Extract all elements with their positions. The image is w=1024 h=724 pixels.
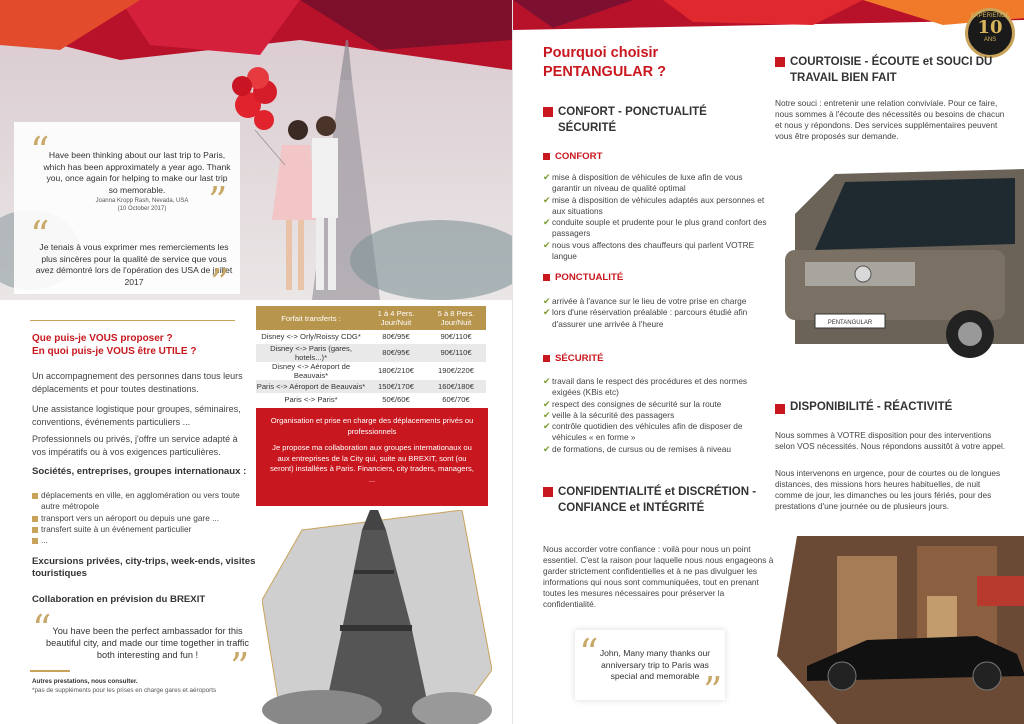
subheading-ponctualite: PONCTUALITÉ xyxy=(543,272,623,283)
table-row: Disney <-> Orly/Roissy CDG* 80€/95€ 90€/110€ xyxy=(256,330,486,344)
ponctualite-list: ✔ arrivée à l'avance sur le lieu de votre prise en charge ✔ lors d'une réservation préalable : parcours étudié afin d'assurer une arrivée à l'heure xyxy=(543,296,748,329)
limousine-photo xyxy=(777,536,1024,724)
collaboration-box xyxy=(256,408,488,506)
testimonial-text: John, Many many thanks our anniversary trip to Paris was special and memorable xyxy=(599,648,711,681)
check-icon: ✔ xyxy=(543,421,551,432)
disponibilite-paragraph: Nous sommes à VOTRE disposition pour des interventions selon VOS nécessités. Nous répondons aussitôt à votre appel. xyxy=(775,430,1006,451)
check-icon: ✔ xyxy=(543,307,551,318)
disponibilite-details: Nous intervenons en urgence, pour de courtes ou de longues distances, des missions hors heures habituelles, de nuit comme de jour, les dimanches ou les jours fériés, pour des prestations d'une journée ou de plusieurs jours. xyxy=(775,468,1001,511)
check-icon: ✔ xyxy=(543,398,551,409)
ambassador-quote: You have been the perfect ambassador for this beautiful city, and made our time together in traffic both interesting and fun ! xyxy=(46,626,249,660)
table-header: Forfait transferts : xyxy=(281,313,341,323)
check-icon: ✔ xyxy=(543,239,551,250)
footer-note: Autres prestations, nous consulter. xyxy=(32,678,138,685)
testimonial-box xyxy=(575,630,725,713)
subheading-confort: CONFORT xyxy=(543,151,602,162)
societes-title: Sociétés, entreprises, groupes internationaux : xyxy=(32,466,247,477)
check-icon: ✔ xyxy=(543,296,551,306)
testimonial-author: Joanna Kropp Rash, Nevada, USA (10 October 2017) xyxy=(95,198,189,212)
assistance-paragraph: Une assistance logistique pour groupes, séminaires, conventions, événements particuliers ... xyxy=(32,404,241,427)
right-page xyxy=(512,0,1024,724)
confort-list: ✔ mise à disposition de véhicules de luxe afin de vous garantir un niveau de qualité optimal ✔ mise à disposition de véhicules adaptés aux personnes et aux situations ✔ conduite souple et prudente pour le plus grand confort des passagers ✔ nous vous affectons des chauffeurs qui parlent VOTRE langue xyxy=(543,172,767,262)
excursions-title: Excursions privées, city-trips, week-ends, visites touristiques xyxy=(32,556,256,579)
close-quote-icon: ” xyxy=(703,669,723,713)
securite-list: ✔ travail dans le respect des procédures et des normes exigées (KBis etc) ✔ respect des consignes de sécurité sur la route ✔ veille à la sécurité des passagers ✔ contrôle quotidien des véhicules afin de disposer de véhicules « en forme » ✔ de formations, de cursus ou de remises à niveau xyxy=(543,376,748,454)
section-heading-courtoisie: COURTOISIE - ÉCOUTE et SOUCI DU TRAVAIL BIEN FAIT xyxy=(775,54,997,86)
testimonial-text: Have been thinking about our last trip to Paris, which has been approximately a year ago. Thank you, once again for helping to make our last trip so memorable. xyxy=(43,150,231,195)
table-header: 1 à 4 Pers. Jour/Nuit xyxy=(377,309,415,327)
section-heading-confort: CONFORT - PONCTUALITÉ SÉCURITÉ xyxy=(543,104,763,136)
check-icon: ✔ xyxy=(543,172,551,182)
page-title: Pourquoi choisir PENTANGULAR ? xyxy=(543,45,666,80)
section-heading-confidentialite: CONFIDENTIALITÉ et DISCRÉTION - CONFIANCE et INTÉGRITÉ xyxy=(543,484,763,516)
open-quote-icon: “ xyxy=(30,213,50,257)
divider xyxy=(30,320,235,321)
testimonial-text-fr: Je tenais à vous exprimer mes remerciements les plus sincères pour la qualité de service que vous avez démontré lors de l'opération des USA de juillet 2017 xyxy=(35,242,233,287)
close-quote-icon: ” xyxy=(230,645,250,689)
brexit-title: Collaboration en prévision du BREXIT xyxy=(32,594,206,605)
open-quote-icon: “ xyxy=(32,607,52,651)
societes-list: déplacements en ville, en agglomération ou vers toute autre métropole transport vers un aéroport ou depuis une gare ... transfert suite à un événement particulier ... xyxy=(32,490,246,546)
intro-paragraph: Un accompagnement des personnes dans tous leurs déplacements et pour toutes destinations. xyxy=(32,371,243,394)
header-graphic xyxy=(513,0,1024,50)
table-row: Paris <-> Paris* 50€/60€ 60€/70€ xyxy=(256,393,486,407)
open-quote-icon: “ xyxy=(30,129,50,173)
confidentialite-paragraph: Nous accorder votre confiance : voilà pour nous un point essentiel. C'est la raison pour laquelle nous nous engageons à garder strictement confidentielles et à ne pas divulguer les informations qui nous sont communiquées, tout en prenant toutes les mesures nécessaires pour préserver la confidentialité. xyxy=(543,544,774,609)
check-icon: ✔ xyxy=(543,443,551,454)
courtoisie-paragraph: Notre souci : entretenir une relation conviviale. Pour ce faire, nous sommes à l'écoute des nécessités ou besoins de chacun et nous y répondons. Des services supplémentaires peuvent vous être proposés sur demande. xyxy=(775,98,1005,141)
table-header-row xyxy=(256,306,486,330)
collaboration-text: Organisation et prise en charge des déplacements privés ou professionnels xyxy=(270,416,474,436)
check-icon: ✔ xyxy=(543,194,551,205)
table-header: 5 à 8 Pers. Jour/Nuit xyxy=(437,309,475,327)
subheading-securite: SÉCURITÉ xyxy=(543,353,604,364)
table-row: Disney <-> Aéroport de Beauvais* 180€/210€ 190€/220€ xyxy=(256,362,486,380)
table-row: Disney <-> Paris (gares, hotels...)* 80€/95€ 90€/110€ xyxy=(256,344,486,362)
check-icon: ✔ xyxy=(543,376,551,386)
section-heading: Que puis-je VOUS proposer ? En quoi puis-je VOUS être UTILE ? xyxy=(32,333,197,357)
van-plate: PENTANGULAR xyxy=(827,320,873,326)
ten-years-badge: EXPERIENCE 10 ANS xyxy=(965,8,1015,58)
testimonial-box xyxy=(14,122,240,305)
check-icon: ✔ xyxy=(543,217,551,228)
footer-note-surcharge: *pas de suppléments pour les prises en charge gares et aéroports xyxy=(32,687,217,694)
table-row: Paris <-> Aéroport de Beauvais* 150€/170€ 160€/180€ xyxy=(256,380,486,394)
divider xyxy=(30,670,70,672)
pricing-table xyxy=(256,306,486,407)
close-quote-icon: ” xyxy=(210,261,230,305)
close-quote-icon: ” xyxy=(208,179,228,223)
brexit-collaboration-text: Je propose ma collaboration aux groupes internationaux ou aux entreprises de la City qui, suite au BREXIT, sont (ou seront) installées à Paris. Financiers, city traders, managers, ... xyxy=(270,443,474,484)
van-photo xyxy=(775,164,1024,374)
open-quote-icon: “ xyxy=(579,631,599,675)
section-heading-disponibilite: DISPONIBILITÉ - RÉACTIVITÉ xyxy=(775,401,952,413)
check-icon: ✔ xyxy=(543,409,551,420)
service-paragraph: Professionnels ou privés, j'offre un service adapté à vos impératifs ou à vos exigences particulières. xyxy=(32,434,238,457)
eiffel-tower-photo xyxy=(262,510,492,724)
